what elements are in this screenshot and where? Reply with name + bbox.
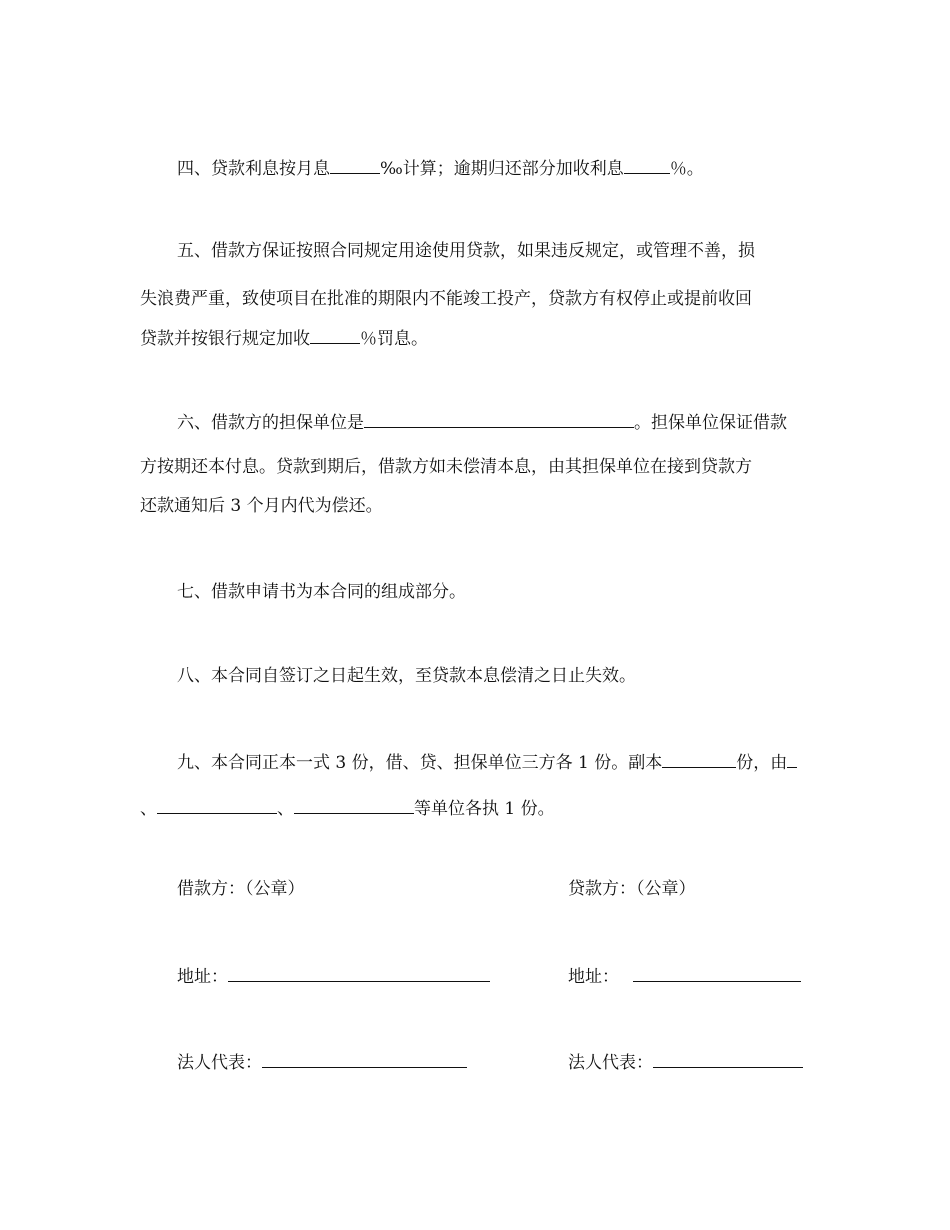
lender-seal-label: 贷款方：（公章） <box>568 879 696 899</box>
penalty-rate-blank[interactable] <box>310 326 360 344</box>
lender-address: 地址： <box>568 964 801 988</box>
borrower-legal-rep-blank[interactable] <box>262 1050 467 1068</box>
clause-6-line-2: 方按期还本付息。贷款到期后，借款方如未偿清本息，由其担保单位在接到贷款方 <box>140 457 752 477</box>
party-blank-3[interactable] <box>294 796 414 814</box>
borrower-address-blank[interactable] <box>228 964 490 982</box>
borrower-legal-rep: 法人代表： <box>177 1050 467 1074</box>
clause-8: 八、本合同自签订之日起生效，至贷款本息偿清之日止失效。 <box>177 666 636 686</box>
clause-4: 四、贷款利息按月息 ‰计算；逾期归还部分加收利息 ％。 <box>177 156 704 180</box>
lender-address-blank[interactable] <box>633 964 801 982</box>
clause-5-line-1: 五、借款方保证按照合同规定用途使用贷款，如果违反规定，或管理不善，损 <box>177 241 755 261</box>
lender-legal-rep-blank[interactable] <box>653 1050 803 1068</box>
party-blank-2[interactable] <box>157 796 277 814</box>
borrower-address: 地址： <box>177 964 490 988</box>
clause-6-line-3: 还款通知后 3 个月内代为偿还。 <box>140 496 383 516</box>
guarantor-blank[interactable] <box>364 410 634 428</box>
copies-blank[interactable] <box>662 750 736 768</box>
clause-9-line-1: 九、本合同正本一式 3 份，借、贷、担保单位三方各 1 份。副本 份，由 <box>177 750 797 774</box>
rate-blank[interactable] <box>330 156 380 174</box>
clause-6-line-1: 六、借款方的担保单位是 。担保单位保证借款 <box>177 410 787 434</box>
borrower-seal-label: 借款方：（公章） <box>177 879 305 899</box>
overdue-rate-blank[interactable] <box>624 156 670 174</box>
clause-5-line-2: 失浪费严重，致使项目在批准的期限内不能竣工投产，贷款方有权停止或提前收回 <box>140 289 752 309</box>
clause-9-line-2: 、 、 等单位各执 1 份。 <box>140 796 555 820</box>
party-blank-1[interactable] <box>787 750 797 768</box>
lender-legal-rep: 法人代表： <box>568 1050 803 1074</box>
clause-7: 七、借款申请书为本合同的组成部分。 <box>177 582 466 602</box>
clause-5-line-3: 贷款并按银行规定加收 ％罚息。 <box>140 326 428 350</box>
